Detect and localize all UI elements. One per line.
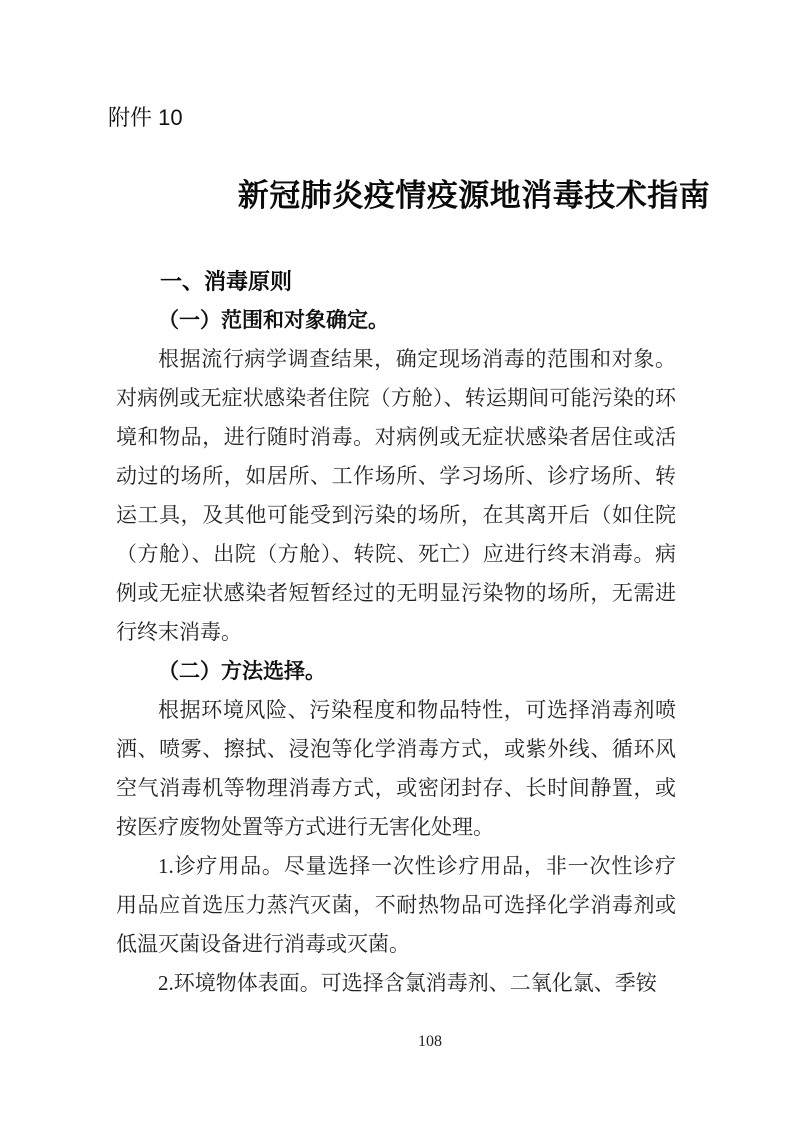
paragraph-method-selection: 根据环境风险、污染程度和物品特性，可选择消毒剂喷洒、喷雾、擦拭、浸泡等化学消毒方式，或紫外线、循环风空气消毒机等物理消毒方式，或密闭封存、长时间静置，或按医疗废物处置等方式进行无害化处理。	[116, 698, 676, 839]
page-number: 108	[418, 1033, 442, 1050]
subsection-heading-method-selection: （二）方法选择。	[158, 659, 326, 683]
document-title: 新冠肺炎疫情疫源地消毒技术指南	[237, 178, 711, 213]
paragraph-item-2-environmental-surfaces: 2.环境物体表面。可选择含氯消毒剂、二氧化氯、季铵	[158, 971, 657, 995]
section-heading-disinfection-principles: 一、消毒原则	[160, 269, 293, 294]
paragraph-scope-and-targets: 根据流行病学调查结果，确定现场消毒的范围和对象。对病例或无症状感染者住院（方舱）、转运期间可能污染的环境和物品，进行随时消毒。对病例或无症状感染者居住或活动过的场所，如居所、工作场所、学习场所、诊疗场所、转运工具，及其他可能受到污染的场所，在其离开后（如住院（方舱）、出院（方舱）、转院、死亡）应进行终末消毒。病例或无症状感染者短暂经过的无明显污染物的场所，无需进行终末消毒。	[116, 347, 676, 644]
attachment-label: 附件 10	[108, 105, 183, 130]
document-body	[116, 262, 676, 1003]
subsection-heading-scope-and-targets: （一）范围和对象确定。	[158, 308, 389, 332]
paragraph-item-1-medical-supplies: 1.诊疗用品。尽量选择一次性诊疗用品，非一次性诊疗用品应首选压力蒸汽灭菌，不耐热物品可选择化学消毒剂或低温灭菌设备进行消毒或灭菌。	[116, 854, 676, 956]
